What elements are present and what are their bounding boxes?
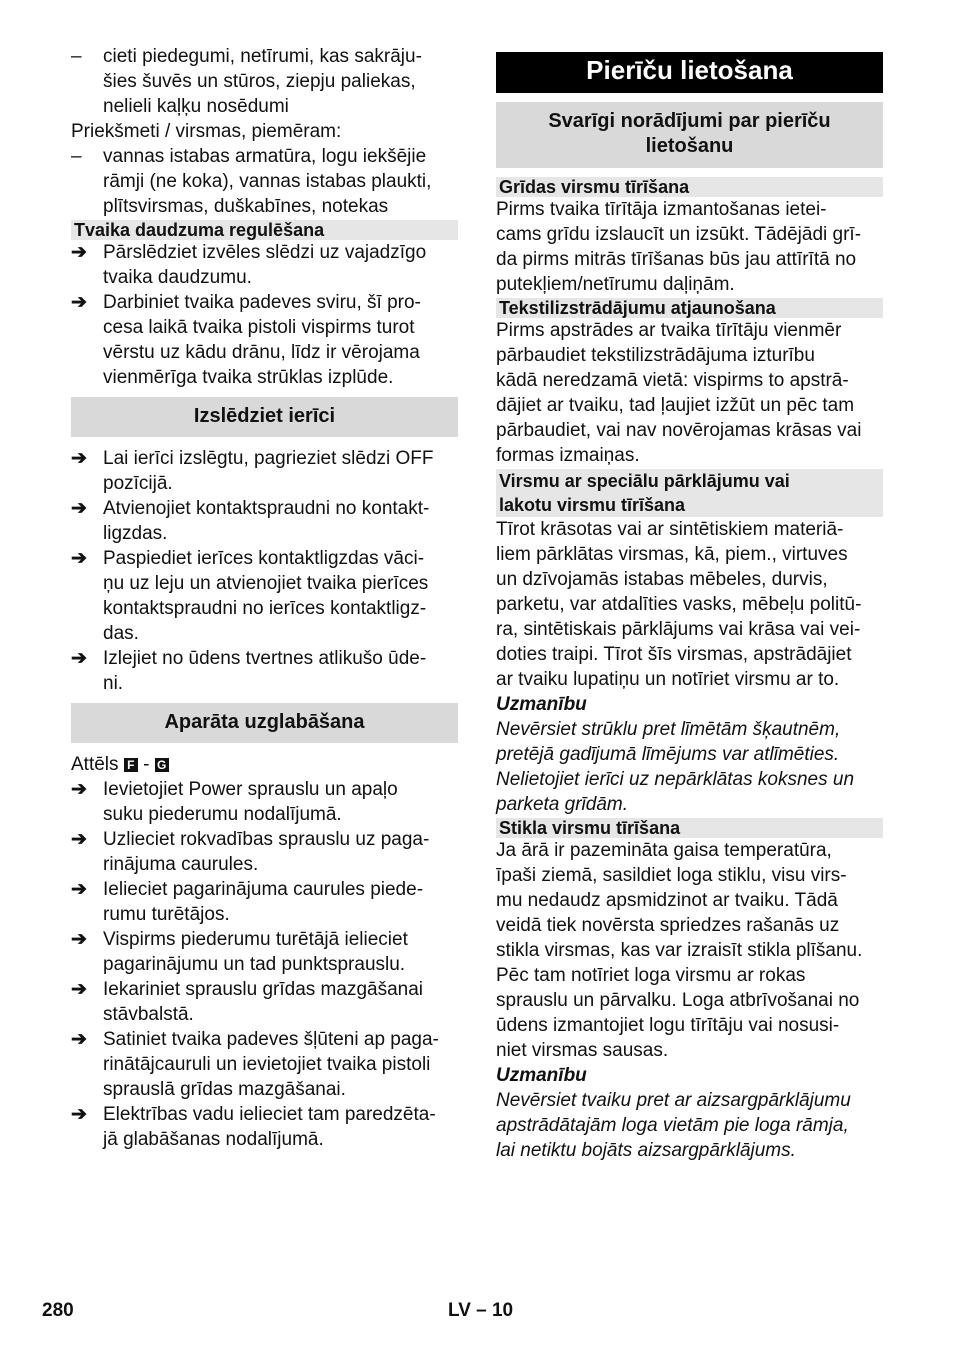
list-item [71, 44, 458, 119]
dash-bullet: – [71, 146, 82, 167]
step-item [71, 1027, 458, 1102]
arrow-icon: ➔ [71, 879, 87, 900]
text-line: stāvbalstā. [103, 1004, 194, 1025]
text-line: pozīcijā. [103, 473, 173, 494]
text-line: sprauslā grīdas mazgāšanai. [103, 1079, 346, 1100]
switch-off-heading: Izslēdziet ierīci [71, 397, 458, 437]
heading-line: lakotu virsmu tīrīšana [499, 495, 686, 515]
text-line: dājiet ar tvaiku, tad ļaujiet izžūt un pēc tam [496, 395, 855, 416]
storage-heading: Aparāta uzglabāšana [71, 703, 458, 743]
text-line: ra, sintētiskais pārklājums vai krāsa vai vei- [496, 619, 861, 640]
arrow-icon: ➔ [71, 1104, 87, 1125]
glass-cleaning-heading: Stikla virsmu tīrīšana [496, 818, 883, 838]
text-line: kādā neredzamā vietā: vispirms to apstrā- [496, 370, 849, 391]
text-line: Atvienojiet kontaktspraudni no kontakt- [103, 498, 430, 519]
text-line: ni. [103, 673, 124, 694]
text-line: das. [103, 623, 139, 644]
text-line: tvaika daudzumu. [103, 267, 252, 288]
arrow-icon: ➔ [71, 779, 87, 800]
text-line: doties traipi. Tīrot šīs virsmas, apstrādājiet [496, 644, 852, 665]
section-code: LV – 10 [448, 1300, 514, 1321]
step-item [71, 546, 458, 646]
page-number: 280 [42, 1300, 74, 1321]
text-line: Pirms tvaika tīrītāja izmantošanas ietei- [496, 199, 827, 220]
text-line: liem pārklātas virsmas, kā, piem., virtuves [496, 544, 848, 565]
arrow-icon: ➔ [71, 242, 87, 263]
text-line: cams grīdu izslaucīt un izsūkt. Tādējādi grī- [496, 224, 862, 245]
step-item [71, 646, 458, 696]
text-line: Pārslēdziet izvēles slēdzi uz vajadzīgo [103, 242, 427, 263]
list-item [71, 144, 458, 219]
text-line: plītsvirsmas, duškabīnes, notekas [103, 196, 389, 217]
step-item [71, 1102, 458, 1152]
text-line: formas izmaiņas. [496, 445, 640, 466]
text-line: īpaši ziemā, sasildiet loga stiklu, visu virs- [496, 865, 847, 886]
figure-g-badge: G [155, 758, 169, 772]
text-line: rumu turētājos. [103, 904, 230, 925]
text-line: Nelietojiet ierīci uz nepārklātas koksnes un [496, 769, 855, 790]
text-line: ūdens izmantojiet logu tīrītāju vai nosusi- [496, 1015, 840, 1036]
steam-amount-heading: Tvaika daudzuma regulēšana [71, 220, 458, 240]
important-notes-heading [496, 102, 883, 168]
arrow-icon: ➔ [71, 648, 87, 669]
text-line: jā glabāšanas nodalījumā. [103, 1129, 324, 1150]
text-line: kontaktspraudni no ierīces kontaktligz- [103, 598, 427, 619]
arrow-icon: ➔ [71, 979, 87, 1000]
text-line: pārbaudiet, vai nav novērojamas krāsas vai [496, 420, 862, 441]
right-column [496, 52, 883, 1163]
text-line: vērstu uz kādu drānu, līdz ir vērojama [103, 342, 420, 363]
text-line: rāmji (ne koka), vannas istabas plaukti, [103, 171, 432, 192]
text-line: vienmērīga tvaika strūklas izplūde. [103, 367, 394, 388]
text-line: Nevērsiet tvaiku pret ar aizsargpārklājumu [496, 1090, 851, 1111]
step-item [71, 877, 458, 927]
caution-label: Uzmanību [496, 1065, 587, 1086]
text-line: Uzlieciet rokvadības sprauslu uz paga- [103, 829, 430, 850]
text-line: Paspiediet ierīces kontaktligzdas vāci- [103, 548, 425, 569]
text-line: šies šuvēs un stūros, ziepju paliekas, [103, 71, 416, 92]
text-line: ņu uz leju un atvienojiet tvaika pierīces [103, 573, 429, 594]
text-line: Nevērsiet strūklu pret līmētām šķautnēm, [496, 719, 841, 740]
text-line: rinātājcauruli un ievietojiet tvaika pistoli [103, 1054, 431, 1075]
text-line: da pirms mitrās tīrīšanas būs jau attīrītā no [496, 249, 857, 270]
figure-reference [71, 752, 458, 777]
step-item [71, 240, 458, 290]
text-line: cesa laikā tvaika pistoli vispirms turot [103, 317, 415, 338]
caution-label: Uzmanību [496, 694, 587, 715]
text-line: parketa grīdām. [496, 794, 629, 815]
text-line: sprauslu un pārvalku. Loga atbrīvošanai no [496, 990, 860, 1011]
figure-f-badge: F [124, 758, 138, 772]
text-line: rinājuma caurules. [103, 854, 259, 875]
intro-paragraph: Priekšmeti / virsmas, piemēram: [71, 121, 342, 142]
heading-line: Virsmu ar speciālu pārklājumu vai [499, 471, 790, 491]
text-line: Ievietojiet Power sprauslu un apaļo [103, 779, 398, 800]
arrow-icon: ➔ [71, 548, 87, 569]
text-line: Tīrot krāsotas vai ar sintētiskiem materiā- [496, 519, 844, 540]
arrow-icon: ➔ [71, 929, 87, 950]
text-line: pagarinājumu un tad punktsprauslu. [103, 954, 406, 975]
arrow-icon: ➔ [71, 292, 87, 313]
text-line: Darbiniet tvaika padeves sviru, šī pro- [103, 292, 421, 313]
text-line: Iekariniet sprauslu grīdas mazgāšanai [103, 979, 424, 1000]
heading-line: Svarīgi norādījumi par pierīču [548, 110, 831, 132]
dash-bullet: – [71, 46, 82, 67]
text-line: Lai ierīci izslēgtu, pagrieziet slēdzi OFF [103, 448, 434, 469]
text-line: ligzdas. [103, 523, 168, 544]
text-line: mu nedaudz apsmidzinot ar tvaiku. Tādā [496, 890, 838, 911]
text-line: niet virsmas sausas. [496, 1040, 669, 1061]
figure-separator: - [143, 754, 150, 775]
step-item [71, 290, 458, 390]
arrow-icon: ➔ [71, 1029, 87, 1050]
text-line: suku piederumu nodalījumā. [103, 804, 342, 825]
text-line: stikla virsmas, kas var izraisīt stikla plīšanu. [496, 940, 863, 961]
figure-label: Attēls [71, 754, 119, 775]
text-line: putekļiem/netīrumu daļiņām. [496, 274, 735, 295]
text-line: un dzīvojamās istabas mēbeles, durvis, [496, 569, 828, 590]
text-line: veidā tiek novērsta spriedzes rašanās uz [496, 915, 840, 936]
step-item [71, 827, 458, 877]
page-title: Pierīču lietošana [496, 52, 883, 93]
text-line: Ja ārā ir pazemināta gaisa temperatūra, [496, 840, 832, 861]
arrow-icon: ➔ [71, 448, 87, 469]
step-item [71, 927, 458, 977]
text-line: Elektrības vadu ielieciet tam paredzēta- [103, 1104, 436, 1125]
coated-surfaces-heading [496, 469, 883, 517]
text-line: Pirms apstrādes ar tvaika tīrītāju vienmēr [496, 320, 842, 341]
step-item [71, 496, 458, 546]
text-line: lai netiktu bojāts aizsargpārklājums. [496, 1140, 796, 1161]
text-line: parketu, var atdalīties vasks, mēbeļu politū- [496, 594, 862, 615]
textile-heading: Tekstilizstrādājumu atjaunošana [496, 298, 883, 318]
text-line: vannas istabas armatūra, logu iekšējie [103, 146, 427, 167]
left-column [71, 44, 458, 1152]
step-item [71, 977, 458, 1027]
floor-cleaning-heading: Grīdas virsmu tīrīšana [496, 177, 883, 197]
text-line: cieti piedegumi, netīrumi, kas sakrāju- [103, 46, 422, 67]
step-item [71, 446, 458, 496]
arrow-icon: ➔ [71, 498, 87, 519]
arrow-icon: ➔ [71, 829, 87, 850]
heading-line: lietošanu [645, 135, 734, 157]
text-line: Vispirms piederumu turētājā ielieciet [103, 929, 408, 950]
text-line: ar tvaiku lupatiņu un notīriet virsmu ar to. [496, 669, 840, 690]
text-line: pārbaudiet tekstilizstrādājuma izturību [496, 345, 815, 366]
text-line: nelieli kaļķu nosēdumi [103, 96, 289, 117]
step-item [71, 777, 458, 827]
text-line: Ielieciet pagarinājuma caurules piede- [103, 879, 424, 900]
text-line: Satiniet tvaika padeves šļūteni ap paga- [103, 1029, 439, 1050]
text-line: pretējā gadījumā līmējums var atlīmēties. [496, 744, 840, 765]
text-line: Izlejiet no ūdens tvertnes atlikušo ūde- [103, 648, 427, 669]
text-line: Pēc tam notīriet loga virsmu ar rokas [496, 965, 806, 986]
text-line: apstrādātajām loga vietām pie loga rāmja, [496, 1115, 849, 1136]
